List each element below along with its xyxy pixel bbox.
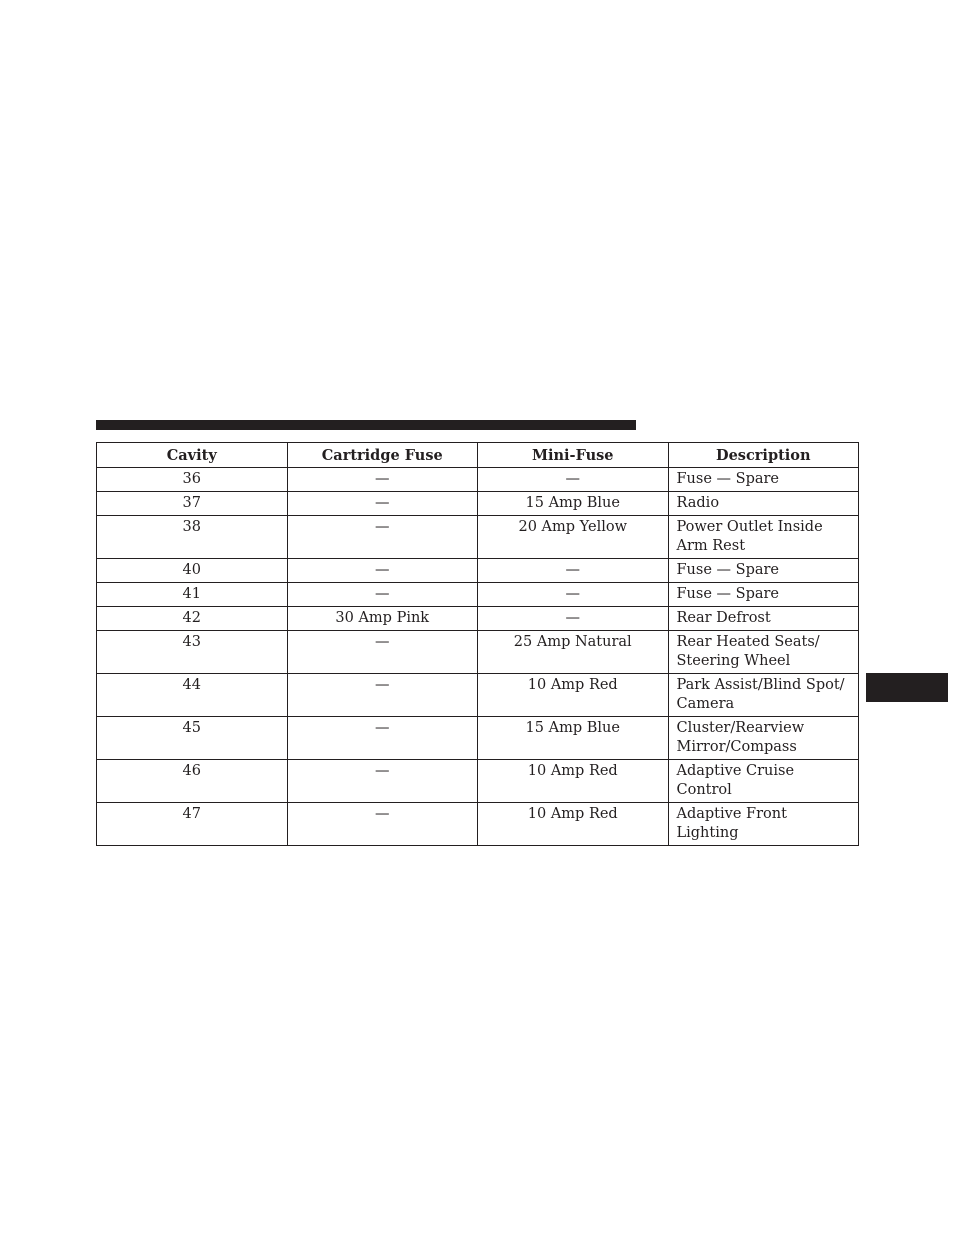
cell-cavity: 37 (97, 492, 288, 516)
table-header-row (97, 443, 859, 468)
cell-description: Cluster/Rearview Mirror/Compass (668, 717, 859, 760)
cell-description: Fuse — Spare (668, 559, 859, 583)
table-row (97, 760, 859, 803)
table-row (97, 674, 859, 717)
cell-cartridge-fuse: — (287, 760, 478, 803)
cell-description: Power Outlet Inside Arm Rest (668, 516, 859, 559)
cell-description: Radio (668, 492, 859, 516)
cell-description: Adaptive Cruise Control (668, 760, 859, 803)
cell-cartridge-fuse: — (287, 674, 478, 717)
table-row (97, 631, 859, 674)
cell-cavity: 36 (97, 468, 288, 492)
cell-description: Park Assist/Blind Spot/ Camera (668, 674, 859, 717)
cell-cavity: 44 (97, 674, 288, 717)
header-cartridge-fuse: Cartridge Fuse (287, 443, 478, 468)
cell-cavity: 41 (97, 583, 288, 607)
cell-mini-fuse: 10 Amp Red (478, 803, 669, 846)
cell-description: Fuse — Spare (668, 468, 859, 492)
cell-mini-fuse: 25 Amp Natural (478, 631, 669, 674)
cell-mini-fuse: 20 Amp Yellow (478, 516, 669, 559)
table-row (97, 468, 859, 492)
cell-cavity: 43 (97, 631, 288, 674)
cell-cartridge-fuse: — (287, 468, 478, 492)
cell-description: Rear Heated Seats/ Steering Wheel (668, 631, 859, 674)
cell-cavity: 40 (97, 559, 288, 583)
cell-mini-fuse: 10 Amp Red (478, 674, 669, 717)
table-body (97, 468, 859, 846)
header-mini-fuse: Mini-Fuse (478, 443, 669, 468)
section-rule (96, 420, 636, 430)
cell-cartridge-fuse: — (287, 803, 478, 846)
cell-cartridge-fuse: — (287, 492, 478, 516)
cell-cavity: 42 (97, 607, 288, 631)
table-row (97, 559, 859, 583)
cell-description: Adaptive Front Lighting (668, 803, 859, 846)
cell-cartridge-fuse: — (287, 583, 478, 607)
header-cavity: Cavity (97, 443, 288, 468)
cell-mini-fuse: 15 Amp Blue (478, 717, 669, 760)
cell-cartridge-fuse: 30 Amp Pink (287, 607, 478, 631)
header-description: Description (668, 443, 859, 468)
table-row (97, 803, 859, 846)
cell-cavity: 46 (97, 760, 288, 803)
cell-mini-fuse: — (478, 468, 669, 492)
table-row (97, 492, 859, 516)
cell-mini-fuse: 15 Amp Blue (478, 492, 669, 516)
cell-cavity: 47 (97, 803, 288, 846)
cell-description: Rear Defrost (668, 607, 859, 631)
cell-cavity: 45 (97, 717, 288, 760)
cell-description: Fuse — Spare (668, 583, 859, 607)
cell-cartridge-fuse: — (287, 516, 478, 559)
chapter-tab (866, 673, 948, 702)
cell-mini-fuse: — (478, 583, 669, 607)
fuse-table (96, 442, 859, 846)
cell-mini-fuse: — (478, 559, 669, 583)
table-row (97, 583, 859, 607)
cell-mini-fuse: 10 Amp Red (478, 760, 669, 803)
table-row (97, 607, 859, 631)
cell-cartridge-fuse: — (287, 717, 478, 760)
cell-mini-fuse: — (478, 607, 669, 631)
cell-cartridge-fuse: — (287, 559, 478, 583)
table-row (97, 516, 859, 559)
cell-cartridge-fuse: — (287, 631, 478, 674)
table-row (97, 717, 859, 760)
cell-cavity: 38 (97, 516, 288, 559)
